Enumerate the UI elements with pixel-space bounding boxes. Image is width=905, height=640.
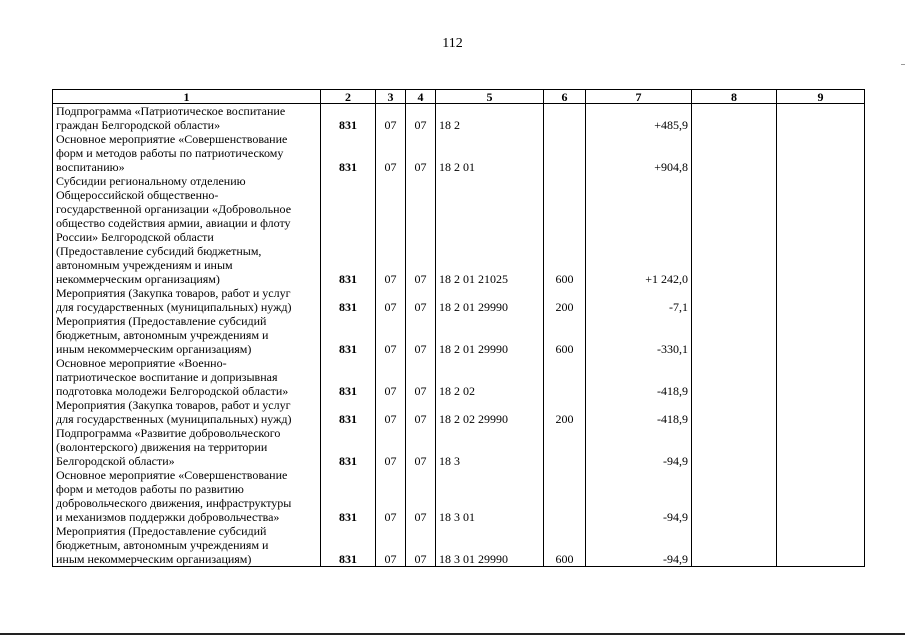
subsection-code: 07 [406, 286, 436, 314]
expense-type-code: 200 [544, 398, 586, 426]
row-name-line: иным некоммерческим организациям) [56, 342, 252, 356]
target-article-code: 18 2 02 [436, 356, 544, 398]
row-name-line: иным некоммерческим организациям) [56, 552, 252, 566]
row-name-line: общество содействия армии, авиации и флоту [56, 216, 291, 230]
row-name [53, 286, 321, 314]
row-name [53, 398, 321, 426]
column-9-value [777, 104, 865, 133]
row-name-line: Общероссийской общественно- [56, 188, 219, 202]
section-code: 07 [376, 398, 406, 426]
grbs-code: 831 [321, 286, 376, 314]
expense-type-code: 600 [544, 524, 586, 567]
row-name-line: для государственных (муниципальных) нужд) [56, 300, 292, 314]
expense-type-code: 200 [544, 286, 586, 314]
table-row [53, 286, 865, 314]
subsection-code: 07 [406, 524, 436, 567]
table-row [53, 314, 865, 356]
amount-change: -418,9 [586, 356, 692, 398]
column-8-value [692, 468, 777, 524]
row-name [53, 468, 321, 524]
column-8-value [692, 314, 777, 356]
row-name [53, 524, 321, 567]
header-cell: 5 [436, 90, 544, 104]
grbs-code: 831 [321, 426, 376, 468]
column-8-value [692, 398, 777, 426]
table-row [53, 132, 865, 174]
scan-edge-line [0, 633, 905, 635]
column-8-value [692, 132, 777, 174]
subsection-code: 07 [406, 104, 436, 133]
section-code: 07 [376, 426, 406, 468]
column-8-value [692, 174, 777, 286]
amount-change: +904,8 [586, 132, 692, 174]
row-name-line: Подпрограмма «Развитие добровольческого [56, 426, 281, 440]
section-code: 07 [376, 286, 406, 314]
row-name-line: Белгородской области» [56, 454, 175, 468]
section-code: 07 [376, 356, 406, 398]
header-row [53, 90, 865, 104]
row-name-line: Мероприятия (Предоставление субсидий [56, 524, 267, 538]
expense-type-code [544, 104, 586, 133]
row-name-line: Подпрограмма «Патриотическое воспитание [56, 104, 286, 118]
expense-type-code [544, 468, 586, 524]
expense-type-code: 600 [544, 314, 586, 356]
row-name-line: (Предоставление субсидий бюджетным, [56, 244, 262, 258]
row-name-line: Мероприятия (Предоставление субсидий [56, 314, 267, 328]
table-row [53, 398, 865, 426]
column-8-value [692, 524, 777, 567]
target-article-code: 18 2 01 29990 [436, 314, 544, 356]
row-name-line: Основное мероприятие «Совершенствование [56, 132, 288, 146]
subsection-code: 07 [406, 132, 436, 174]
column-9-value [777, 426, 865, 468]
column-9-value [777, 286, 865, 314]
subsection-code: 07 [406, 398, 436, 426]
row-name-line: Мероприятия (Закупка товаров, работ и услуг [56, 286, 291, 300]
section-code: 07 [376, 524, 406, 567]
table-row [53, 356, 865, 398]
amount-change: +485,9 [586, 104, 692, 133]
expense-type-code [544, 132, 586, 174]
table-body [53, 104, 865, 567]
amount-change: -7,1 [586, 286, 692, 314]
target-article-code: 18 3 [436, 426, 544, 468]
target-article-code: 18 2 01 [436, 132, 544, 174]
row-name [53, 426, 321, 468]
grbs-code: 831 [321, 314, 376, 356]
header-cell: 3 [376, 90, 406, 104]
column-8-value [692, 356, 777, 398]
grbs-code: 831 [321, 132, 376, 174]
row-name [53, 104, 321, 133]
table-row [53, 426, 865, 468]
row-name-line: автономным учреждениям и иным [56, 258, 233, 272]
row-name [53, 314, 321, 356]
column-9-value [777, 132, 865, 174]
row-name-line: форм и методов работы по развитию [56, 482, 244, 496]
column-9-value [777, 174, 865, 286]
header-cell: 4 [406, 90, 436, 104]
section-code: 07 [376, 132, 406, 174]
target-article-code: 18 2 02 29990 [436, 398, 544, 426]
amount-change: -94,9 [586, 468, 692, 524]
header-cell: 2 [321, 90, 376, 104]
subsection-code: 07 [406, 426, 436, 468]
expense-type-code: 600 [544, 174, 586, 286]
grbs-code: 831 [321, 174, 376, 286]
row-name-line: патриотическое воспитание и допризывная [56, 370, 278, 384]
amount-change: -418,9 [586, 398, 692, 426]
column-9-value [777, 524, 865, 567]
row-name-line: воспитанию» [56, 160, 125, 174]
grbs-code: 831 [321, 398, 376, 426]
grbs-code: 831 [321, 104, 376, 133]
expense-type-code [544, 356, 586, 398]
row-name-line: граждан Белгородской области» [56, 118, 221, 132]
subsection-code: 07 [406, 356, 436, 398]
column-9-value [777, 398, 865, 426]
header-cell: 7 [586, 90, 692, 104]
row-name-line: Субсидии региональному отделению [56, 174, 246, 188]
header-cell: 8 [692, 90, 777, 104]
subsection-code: 07 [406, 468, 436, 524]
amount-change: +1 242,0 [586, 174, 692, 286]
table-row [53, 104, 865, 133]
target-article-code: 18 2 01 29990 [436, 286, 544, 314]
column-9-value [777, 468, 865, 524]
section-code: 07 [376, 174, 406, 286]
target-article-code: 18 2 [436, 104, 544, 133]
table-row [53, 524, 865, 567]
section-code: 07 [376, 104, 406, 133]
row-name-line: Основное мероприятие «Военно- [56, 356, 227, 370]
header-cell: 1 [53, 90, 321, 104]
row-name-line: для государственных (муниципальных) нужд) [56, 412, 292, 426]
grbs-code: 831 [321, 356, 376, 398]
target-article-code: 18 3 01 29990 [436, 524, 544, 567]
column-9-value [777, 356, 865, 398]
expense-type-code [544, 426, 586, 468]
section-code: 07 [376, 468, 406, 524]
row-name-line: государственной организации «Добровольное [56, 202, 292, 216]
budget-table [52, 89, 865, 567]
row-name-line: некоммерческим организациям) [56, 272, 220, 286]
grbs-code: 831 [321, 468, 376, 524]
subsection-code: 07 [406, 314, 436, 356]
row-name-line: добровольческого движения, инфраструктуры [56, 496, 292, 510]
column-8-value [692, 286, 777, 314]
target-article-code: 18 3 01 [436, 468, 544, 524]
row-name [53, 356, 321, 398]
row-name-line: форм и методов работы по патриотическому [56, 146, 284, 160]
column-9-value [777, 314, 865, 356]
column-8-value [692, 426, 777, 468]
amount-change: -330,1 [586, 314, 692, 356]
amount-change: -94,9 [586, 524, 692, 567]
column-8-value [692, 104, 777, 133]
section-code: 07 [376, 314, 406, 356]
header-cell: 9 [777, 90, 865, 104]
table-row [53, 174, 865, 286]
row-name-line: бюджетным, автономным учреждениям и [56, 328, 269, 342]
target-article-code: 18 2 01 21025 [436, 174, 544, 286]
row-name-line: бюджетным, автономным учреждениям и [56, 538, 269, 552]
row-name [53, 174, 321, 286]
grbs-code: 831 [321, 524, 376, 567]
table-row [53, 468, 865, 524]
header-cell: 6 [544, 90, 586, 104]
subsection-code: 07 [406, 174, 436, 286]
row-name-line: подготовка молодежи Белгородской области» [56, 384, 289, 398]
row-name-line: России» Белгородской области [56, 230, 214, 244]
row-name-line: Мероприятия (Закупка товаров, работ и услуг [56, 398, 291, 412]
row-name-line: (волонтерского) движения на территории [56, 440, 268, 454]
row-name-line: Основное мероприятие «Совершенствование [56, 468, 288, 482]
row-name [53, 132, 321, 174]
amount-change: -94,9 [586, 426, 692, 468]
scan-edge-mark [901, 64, 905, 65]
page-number: 112 [442, 36, 463, 51]
row-name-line: и механизмов поддержки добровольчества» [56, 510, 280, 524]
